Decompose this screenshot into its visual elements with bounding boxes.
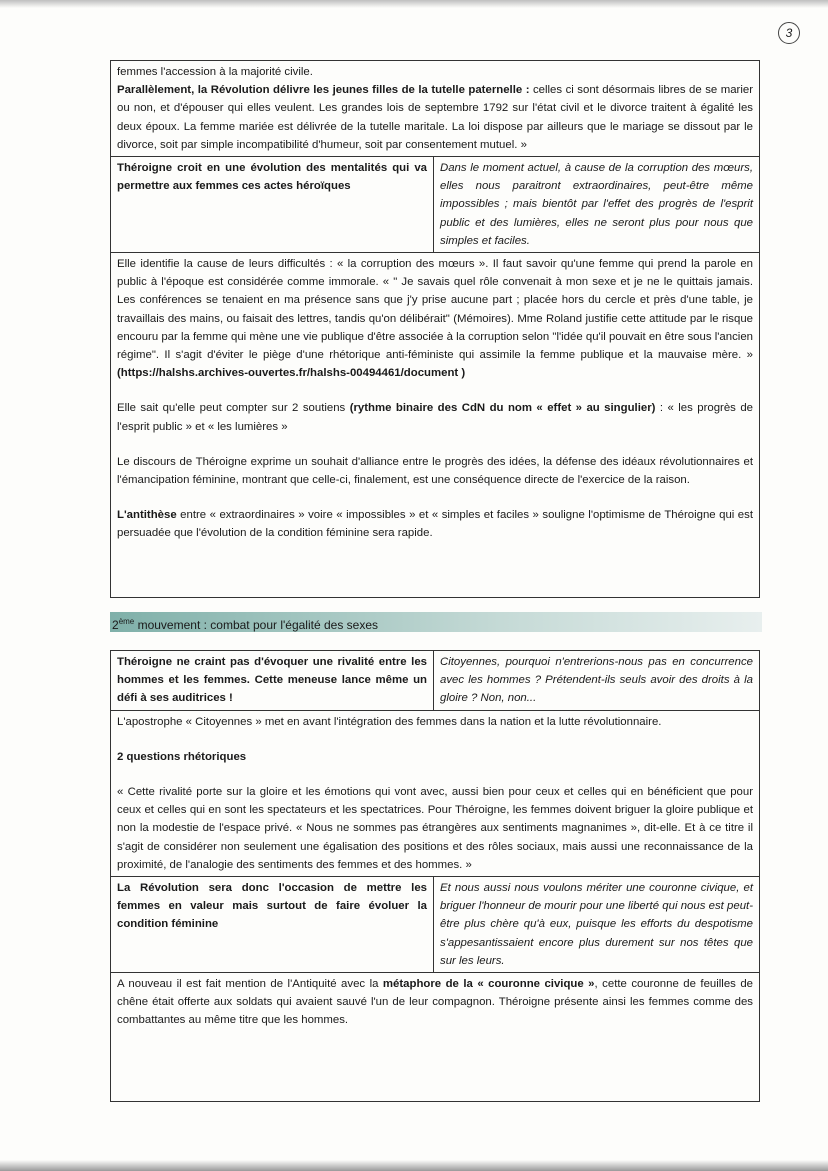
quote-cell-2: Citoyennes, pourquoi n'entrerions-nous pas en concurrence avec les hommes ? Prétendent-ils seuls avoir des droits à la gloire ? Non, non... [440,656,753,705]
intro-line: femmes l'accession à la majorité civile. [117,66,313,78]
quote-row-1 [111,156,759,252]
analysis-cell-1: Théroigne croit en une évolution des mentalités qui va permettre aux femmes ces actes héroïques [111,157,434,252]
final-text-b: , cette couronne de feuilles de chêne était offerte aux soldats qui avaient sauvé l'un de leur compagnon. Théroigne présente ainsi les femmes comme des combattantes au même titre que les hommes. [117,978,753,1027]
analysis-text-2b: (rythme binaire des CdN du nom « effet » au singulier) [349,402,656,415]
quote-row-3 [111,876,759,972]
analysis-paragraph-2 [117,399,753,435]
analysis-paragraph-4 [117,506,753,542]
apostrophe-paragraph: L'apostrophe « Citoyennes » met en avant l'intégration des femmes dans la nation et la lutte révolutionnaire. [117,715,662,728]
final-paragraph [117,975,753,1030]
analysis-text-2a: Elle sait qu'elle peut compter sur 2 soutiens [117,402,350,415]
analysis-cell-3: La Révolution sera donc l'occasion de mettre les femmes en valeur mais surtout de faire évoluer la condition féminine [111,877,434,972]
section-heading [110,612,762,632]
metaphor-label: métaphore de la « couronne civique » [382,978,595,991]
analysis-text-1: Elle identifie la cause de leurs difficultés : « la corruption des mœurs ». Il faut savoir qu'une femme qui prend la parole en public à l'époque est considérée comme immorale. « " Je savais quel rôle convenait à mon sexe et je ne le quittais jamais. Les conférences se tenaient en ma présence sans que j'y prise aucune part ; placée hors du cercle et près d'une table, je travaillais des mains, ou faisait des lettres, tandis qu'on délibérait" (Mémoires). Mme Roland justifie cette attitude par le risque encouru par la femme qui mène une vie publique d'être associée à la corruption selon "l'idée qu'il pouvait en être sous l'ancien régime". Il s'agit d'éviter le piège d'une rhétorique anti-féministe qui assimile la femme publique et la mauvaise mère. » [117,258,753,362]
section-1-table [110,60,760,598]
heading-ordinal: 2 [112,618,119,632]
intro-block [111,61,759,156]
analysis-text-2c: : « les progrès de l'esprit public » et « les lumières » [117,402,753,433]
intro-paragraph [117,81,753,154]
analysis-text-4: entre « extraordinaires » voire « impossibles » et « simples et faciles » souligne l'optimisme de Théroigne qui est persuadée que l'évolution de la condition féminine sera rapide. [117,509,753,540]
page-number: 3 [778,22,800,44]
analysis-paragraph-1 [117,255,753,382]
quote-row-2 [111,651,759,710]
analysis-cell-2: Théroigne ne craint pas d'évoquer une rivalité entre les hommes et les femmes. Cette meneuse lance même un défi à ses auditrices ! [111,651,434,710]
quote-paragraph: « Cette rivalité porte sur la gloire et les émotions qui vont avec, aussi bien pour ceux et celles qui en bénéficient que pour ceux et celles qui en sont les spectateurs et les spectatrices. Pour Théroigne, les femmes doivent briguer la gloire publique et non la modestie de l'espace privé. « Nous ne sommes pas étrangères aux sentiments magnanimes », dit-elle. Et à ce titre il s'agit de considérer non seulement une égalisation des positions et des rôles sociaux, mais aussi une reconnaissance de la proximité, de l'analogie des sentiments des femmes et des hommes. » [117,786,753,871]
analysis-row-1 [111,252,759,545]
quote-cell-1: Dans le moment actuel, à cause de la corruption des mœurs, elles nous paraitront extraordinaires, peut-être même impossibles ; mais bientôt par l'effet des progrès de l'esprit public et des lumières, elles ne seront plus pour nous que simples et faciles. [440,162,753,247]
final-text-a: A nouveau il est fait mention de l'Antiquité avec la [117,978,383,991]
analysis-block-1 [111,253,759,545]
analysis-row-3 [111,972,759,1032]
quote-cell-3: Et nous aussi nous voulons mériter une couronne civique, et briguer l'honneur de mourir pour une liberté qui nous est peut-être plus chère qu'à eux, puisque les efforts du despotisme s'appesantissaient encore plus durement sur nos têtes que sur les leurs. [440,882,753,967]
scan-top-edge [0,0,828,8]
section-2-table [110,650,760,1102]
heading-ordinal-sup: ème [118,617,135,626]
intro-rest: celles ci sont désormais libres de se marier ou non, et d'épouser qui elles veulent. Les grandes lois de septembre 1792 sur l'état civil et le divorce traitent à égalité les deux époux. La femme mariée est délivrée de la tutelle maritale. La loi dispose par ailleurs que le mariage se dissout par le divorce, soit par simple incompatibilité d'humeur, soit par consentement mutuel. » [117,84,753,151]
analysis-paragraph-3: Le discours de Théroigne exprime un souhait d'alliance entre le progrès des idées, la défense des idéaux révolutionnaires et l'émancipation féminine, montrant que celle-ci, finalement, est une conséquence directe de l'exercice de la raison. [117,455,753,487]
analysis-block-3 [111,973,759,1032]
heading-text: mouvement : combat pour l'égalité des sexes [134,618,378,632]
scan-bottom-edge [0,1160,828,1171]
antithesis-label: L'antithèse [117,509,177,522]
analysis-row-2 [111,710,759,876]
questions-title [117,748,753,766]
source-link[interactable]: (https://halshs.archives-ouvertes.fr/halshs-00494461/document ) [117,367,466,380]
analysis-block-2 [111,711,759,876]
questions-title-text: 2 questions rhétoriques [117,750,247,763]
intro-bold: Parallèlement, la Révolution délivre les jeunes filles de la tutelle paternelle : [117,84,530,97]
